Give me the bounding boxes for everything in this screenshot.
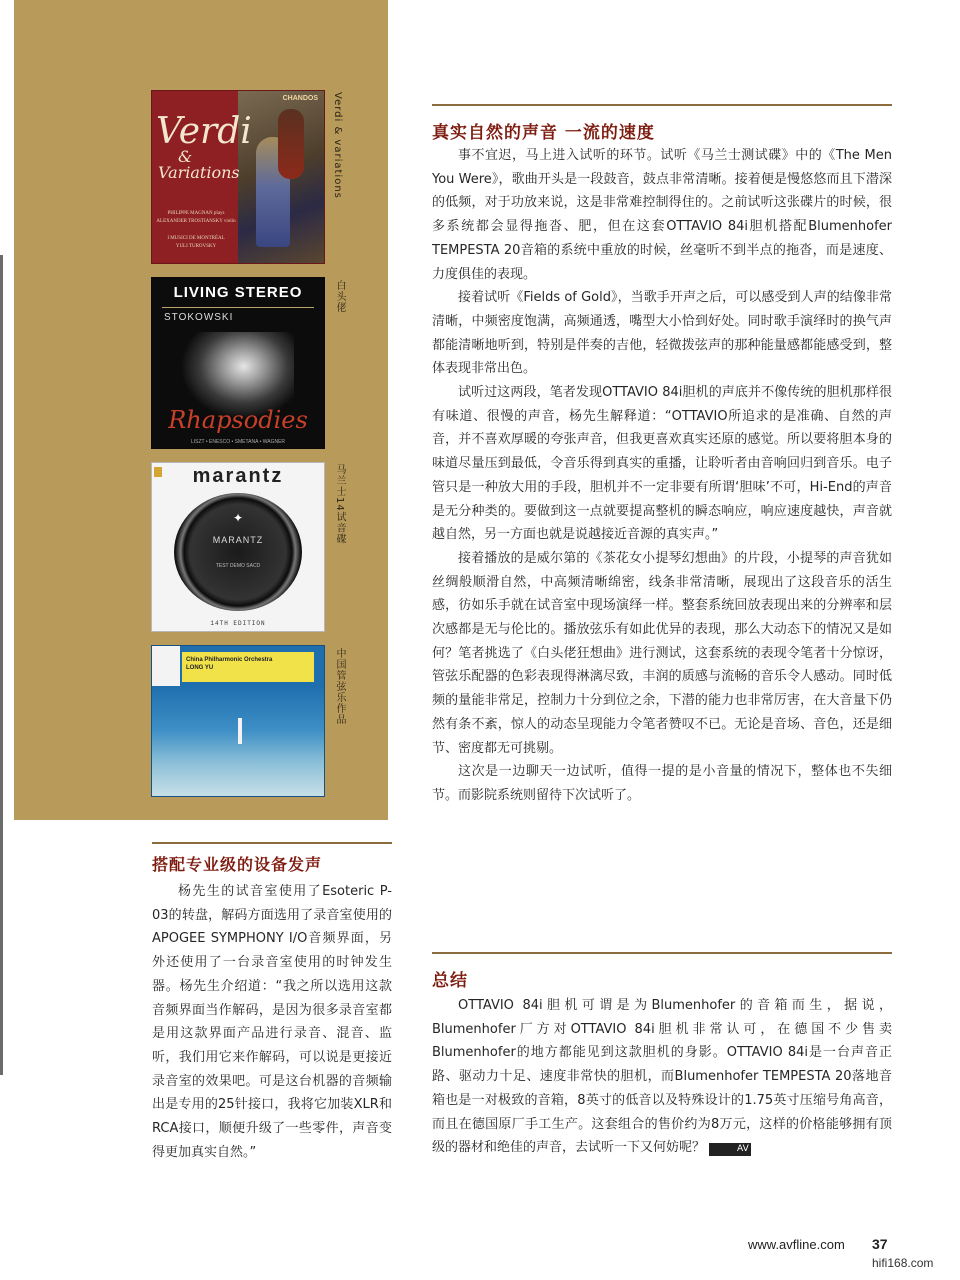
caption-verdi: Verdi & variations (332, 92, 343, 199)
paragraph-1: 事不宜迟，马上进入试听的环节。试听《马兰士测试碟》中的《The Men You Were》，歌曲开头是一段鼓音，鼓点非常清晰。接着便是慢悠悠而且下潜深的低频，对于功放来说，这是非常难控制得住的。之前试听这张碟片的时候，很多系统都会显得拖沓、肥，但在这套OTTAVIO 84i胆机搭配Blumenhofer TEMPESTA 20音箱的系统中重放的时候，丝毫听不到半点的拖沓，而是速度、力度俱佳的表现。 (432, 148, 892, 282)
album-cover-china-phil (151, 645, 325, 797)
cover-orchestra (186, 656, 312, 672)
section-body-summary (432, 994, 892, 1160)
cover-credit-1: PHILIPPE MAGNAN plays (167, 211, 225, 216)
marantz-logo: marantz (192, 465, 284, 487)
cover-credit-2: ALEXANDER TROSTIANSKY violin (156, 219, 236, 224)
dancer-figure (238, 718, 242, 744)
cover-credit-3: I MUSICI DE MONTRÉAL (167, 236, 225, 241)
cover-title-verdi: Verdi (156, 111, 252, 152)
summary-rule (432, 952, 892, 954)
cover-title-rhapsodies: Rhapsodies (168, 406, 308, 434)
cover-banner-living-stereo: LIVING STEREO (173, 284, 303, 301)
cover-composers: LISZT • ENESCO • SMETANA • WAGNER (190, 439, 286, 445)
star-icon: ✦ (232, 511, 244, 525)
watermark: hifi168.com (872, 1256, 934, 1270)
cover-conductor: STOKOWSKI (164, 312, 234, 323)
section-rule-left (152, 842, 392, 844)
summary-text: OTTAVIO 84i胆机可谓是为Blumenhofer的音箱而生，据说，Blumenhofer厂方对OTTAVIO 84i胆机非常认可，在德国不少售卖Blumenhofer的地方都能见到这款胆机的身影。OTTAVIO 84i是一台声音正路、驱动力十足、速度非常快的胆机，而Blumenhofer TEMPESTA 20落地音箱也是一对极致的音箱，8英寸的低音以及特殊设计的1.75英寸压缩号角高音，而且在德国原厂手工生产。这套组合的售价约为8万元，这样的价格能够拥有顶级的器材和绝佳的声音，去试听一下又何妨呢？ (432, 998, 892, 1156)
conductor-name: LONG YU (186, 665, 214, 671)
disc-brand: MARANTZ (212, 535, 264, 545)
caption-china-phil: 中国管弦乐作品 (334, 648, 345, 725)
section-heading-summary: 总结 (432, 971, 468, 991)
caption-stokowski: 白头佬 (334, 280, 345, 313)
album-cover-stokowski (151, 277, 325, 449)
section-heading-main: 真实自然的声音 一流的速度 (432, 123, 655, 143)
cover-title-amp: & (178, 147, 193, 166)
cover-edition: 14TH EDITION (210, 620, 266, 627)
disc-subtitle: TEST DEMO SACD (215, 563, 261, 569)
paragraph-3: 试听过这两段，笔者发现OTTAVIO 84i胆机的声底并不像传统的胆机那样很有味道、很慢的声音，杨先生解释道：“OTTAVIO所追求的是准确、自然的声音，并不喜欢厚暖的夸张声音，但我更喜欢真实还原的感觉。所以要将胆本身的味道尽量压到最低，令音乐得到真实的重播，让聆听者由音响回归到音乐。电子管只是一种放大用的手段，胆机并不一定非要有所谓‘胆味’不可，Hi-End的声音是无分种类的。要做到这一点就要提高整机的瞬态响应，响应速度越快，声音就越自然，另一方面也就是说越接近音源的真实声。” (432, 385, 892, 543)
painting-figure-man (278, 109, 304, 179)
page-number: 37 (872, 1236, 888, 1252)
footer-url: www.avfline.com (748, 1237, 845, 1252)
section-body-equipment (152, 880, 392, 1164)
album-cover-verdi (151, 90, 325, 264)
paragraph-5: 这次是一边聊天一边试听，值得一提的是小音量的情况下，整体也不失细节。而影院系统则留待下次试听了。 (432, 764, 892, 803)
section-heading-equipment: 搭配专业级的设备发声 (152, 855, 323, 874)
label-tag (152, 646, 180, 686)
cover-credit-4: YULI TUROVSKY (175, 244, 217, 249)
orchestra-name: China Philharmonic Orchestra (186, 657, 273, 663)
paragraph-2: 接着试听《Fields of Gold》，当歌手开声之后，可以感受到人声的结像非常清晰，中频密度饱满，高频通透，嘴型大小恰到好处。同时歌手演绎时的换气声都能清晰地听到，特别是伴奏的吉他，轻微拨弦声的那种能量感都能感受到，整体表现非常出色。 (432, 290, 892, 377)
paragraph-4: 接着播放的是威尔第的《茶花女小提琴幻想曲》的片段，小提琴的声音犹如丝绸般顺滑自然，中高频清晰绵密，线条非常清晰，展现出了这段音乐的活生感，彷如乐手就在试音室中现场演绎一样。整套系统回放表现出来的分辨率和层次感都是无与伦比的。播放弦乐有如此优异的表现，那么大动态下的情况又是如何？笔者挑选了《白头佬狂想曲》进行测试，这套系统的表现令笔者十分惊讶，管弦乐配器的色彩表现得淋漓尽致，丰润的质感与流畅的音乐令人感动。同时低频的量能非常足，控制力十分到位之余，下潜的能力也非常厉害，在大音量下仍然有条不紊，惊人的动态呈现能力令笔者赞叹不已。无论是音场、音色，还是细节、密度都无可挑剔。 (432, 550, 892, 756)
end-mark: AV (709, 1143, 751, 1156)
section-body-main (432, 144, 892, 808)
paragraph-summary (432, 994, 892, 1160)
album-cover-marantz (151, 462, 325, 632)
page-edge-line (0, 255, 3, 1075)
banner-rule (162, 307, 314, 308)
section-rule (432, 104, 892, 106)
label-chandos: CHANDOS (282, 95, 318, 102)
caption-marantz: 马兰士14试音碟 (334, 464, 345, 545)
paragraph-equipment: 杨先生的试音室使用了Esoteric P-03的转盘，解码方面选用了录音室使用的APOGEE SYMPHONY I/O音频界面，另外还使用了一台录音室使用的时钟发生器。杨先生介绍道：“我之所以选用这款音频界面当作解码，是因为很多录音室都是用这款界面产品进行录音、混音、监听，我们用它来作解码，可以说是更接近录音室的效果吧。可是这台机器的音频输出是专用的25针接口，我将它加装XLR和RCA接口，顺便升级了一些零件，声音变得更加真实自然。” (152, 884, 392, 1160)
cover-title-variations: Variations (158, 163, 240, 182)
